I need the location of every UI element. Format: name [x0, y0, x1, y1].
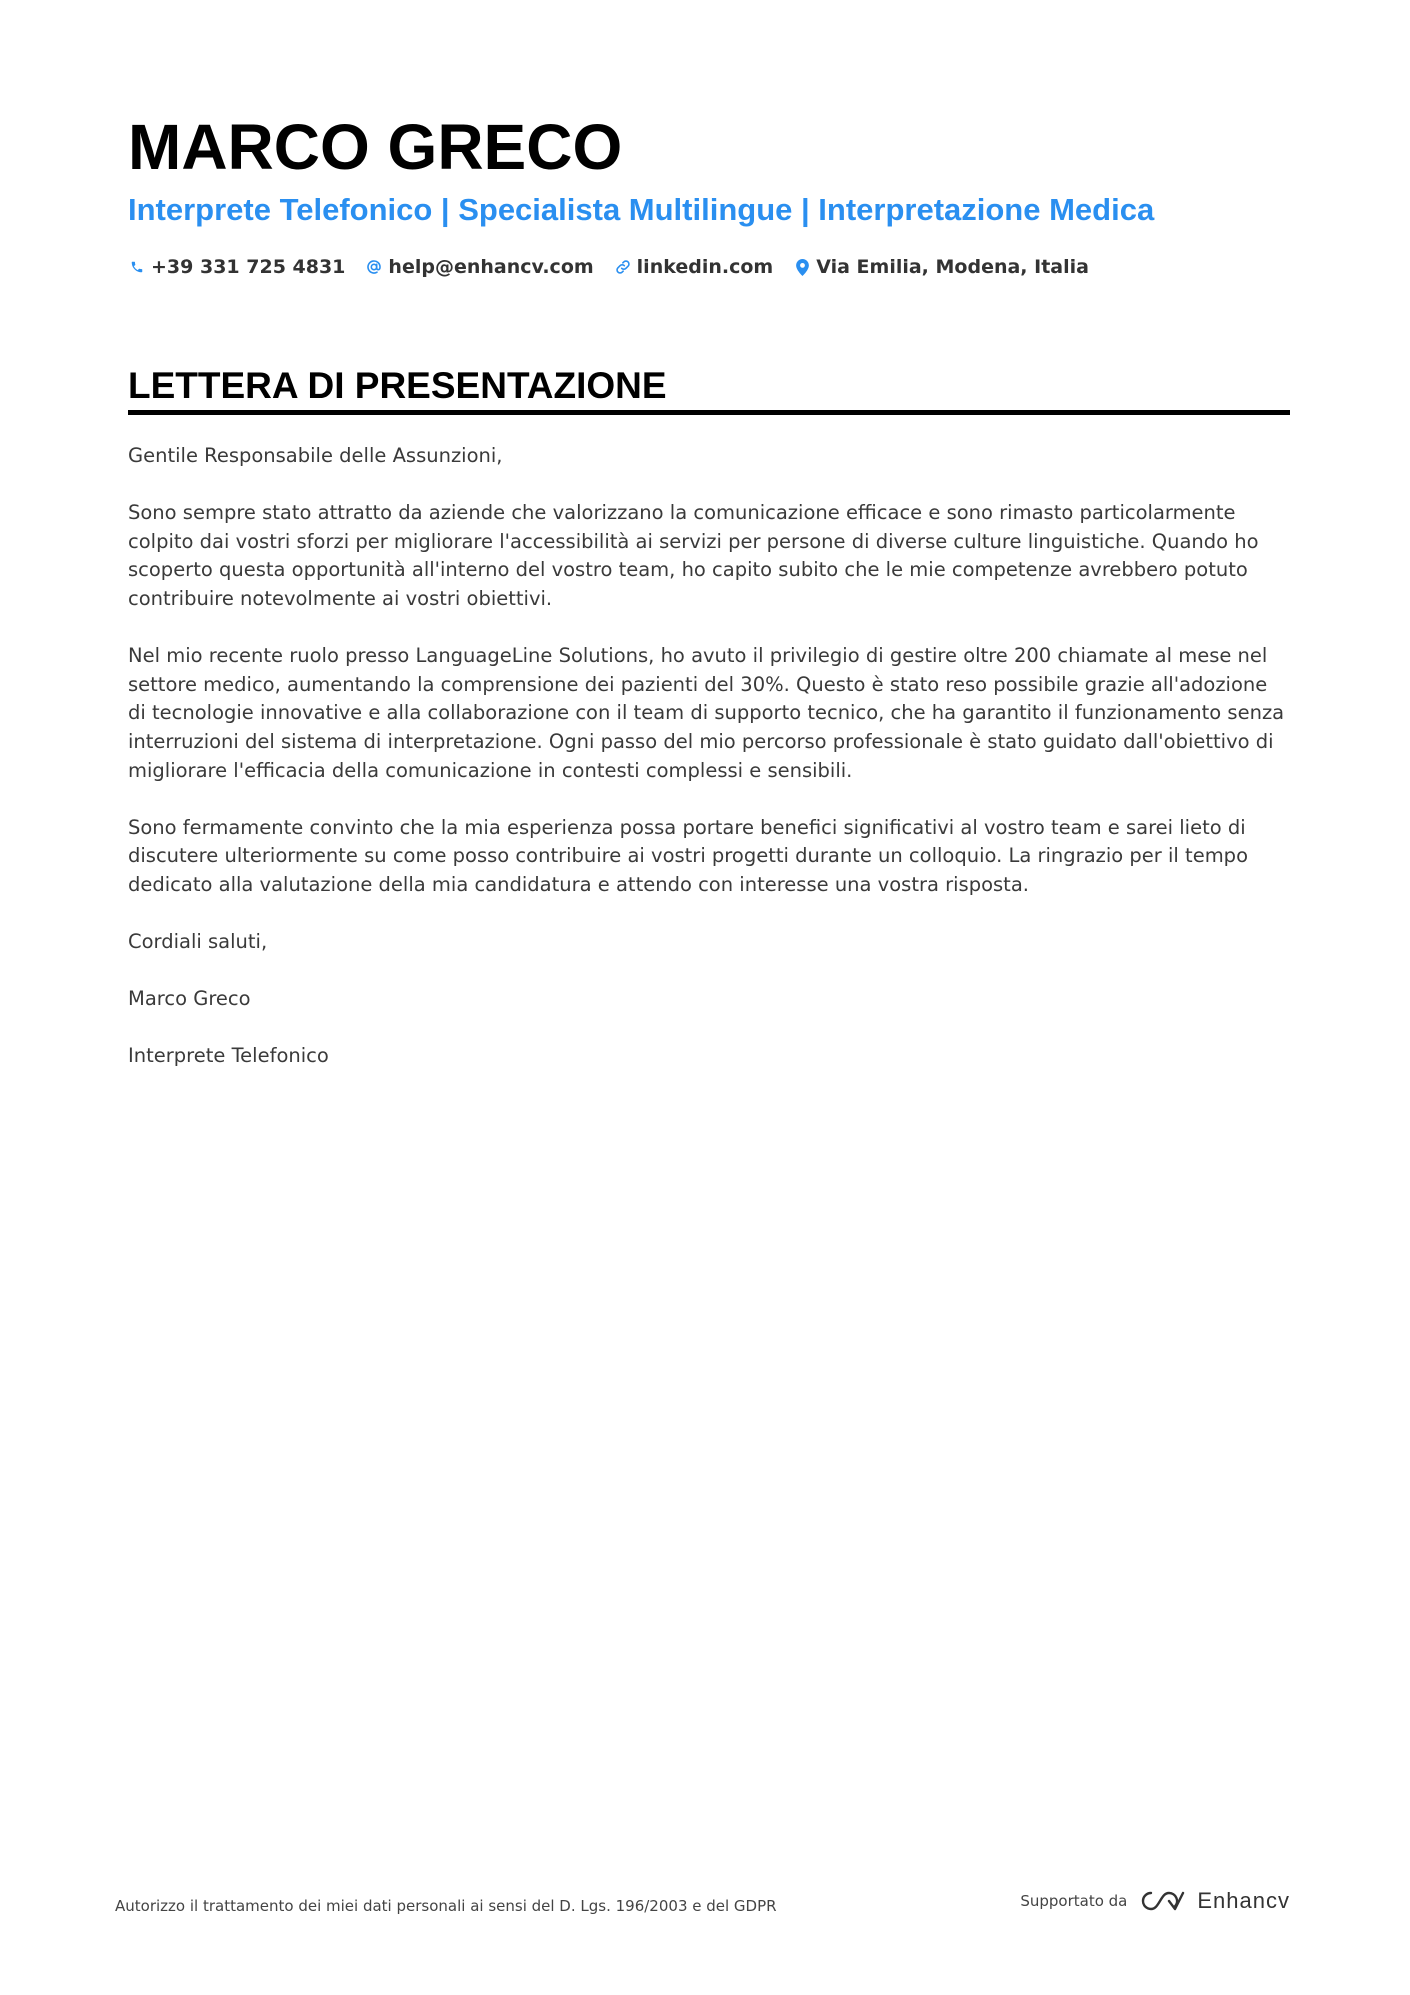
- at-icon: [365, 257, 383, 277]
- contact-email-text: help@enhancv.com: [388, 256, 594, 278]
- contact-location: [793, 254, 1089, 280]
- location-pin-icon: [793, 257, 811, 277]
- candidate-headline: Interprete Telefonico | Specialista Multilingue | Interpretazione Medica: [128, 192, 1155, 227]
- contact-location-text: Via Emilia, Modena, Italia: [816, 256, 1089, 278]
- contact-bar: [128, 254, 1109, 280]
- gdpr-consent-note: Autorizzo il trattamento dei miei dati personali ai sensi del D. Lgs. 196/2003 e del GDPR: [115, 1897, 777, 1915]
- phone-icon: [128, 257, 146, 277]
- letter-paragraph: Nel mio recente ruolo presso LanguageLine Solutions, ho avuto il privilegio di gestire oltre 200 chiamate al mese nel settore medico, aumentando la comprensione dei pazienti del 30%. Questo è stato reso possibile grazie all'adozione di tecnologie innovative e alla collaborazione con il team di supporto tecnico, che ha garantito il funzionamento senza interruzioni del sistema di interpretazione. Ogni passo del mio percorso professionale è stato guidato dall'obiettivo di migliorare l'efficacia della comunicazione in contesti complessi e sensibili.: [128, 644, 1285, 782]
- powered-by-label: Supportato da: [1020, 1892, 1128, 1910]
- signature-name: Marco Greco: [128, 987, 251, 1011]
- contact-email[interactable]: [365, 254, 593, 280]
- enhancv-logo-text: Enhancv: [1197, 1888, 1290, 1913]
- section-title: LETTERA DI PRESENTAZIONE: [128, 365, 667, 406]
- contact-phone-text: +39 331 725 4831: [151, 256, 346, 278]
- enhancv-logo-icon: [1139, 1889, 1185, 1913]
- contact-linkedin[interactable]: [614, 254, 774, 280]
- powered-by: [1020, 1888, 1290, 1914]
- letter-paragraph: Sono sempre stato attratto da aziende che valorizzano la comunicazione efficace e sono rimasto particolarmente colpito dai vostri sforzi per migliorare l'accessibilità ai servizi per persone di diverse culture linguistiche. Quando ho scoperto questa opportunità all'interno del vostro team, ho capito subito che le mie competenze avrebbero potuto contribuire notevolmente ai vostri obiettivi.: [128, 501, 1259, 610]
- link-icon: [614, 257, 632, 277]
- letter-salutation: Gentile Responsabile delle Assunzioni,: [128, 444, 503, 467]
- contact-linkedin-text: linkedin.com: [636, 256, 774, 278]
- letter-body: [128, 442, 1290, 1100]
- letter-paragraph: Sono fermamente convinto che la mia esperienza possa portare benefici significativi al vostro team e sarei lieto di discutere ulteriormente su come posso contribuire ai vostri progetti durante un colloquio. La ringrazio per il tempo dedicato alla valutazione della mia candidatura e attendo con interesse una vostra risposta.: [128, 815, 1248, 896]
- candidate-name: MARCO GRECO: [128, 111, 623, 183]
- signature-title: Interprete Telefonico: [128, 1044, 329, 1068]
- contact-phone: [128, 254, 345, 280]
- section-divider: [128, 410, 1290, 415]
- letter-closing: Cordiali saluti,: [128, 930, 268, 954]
